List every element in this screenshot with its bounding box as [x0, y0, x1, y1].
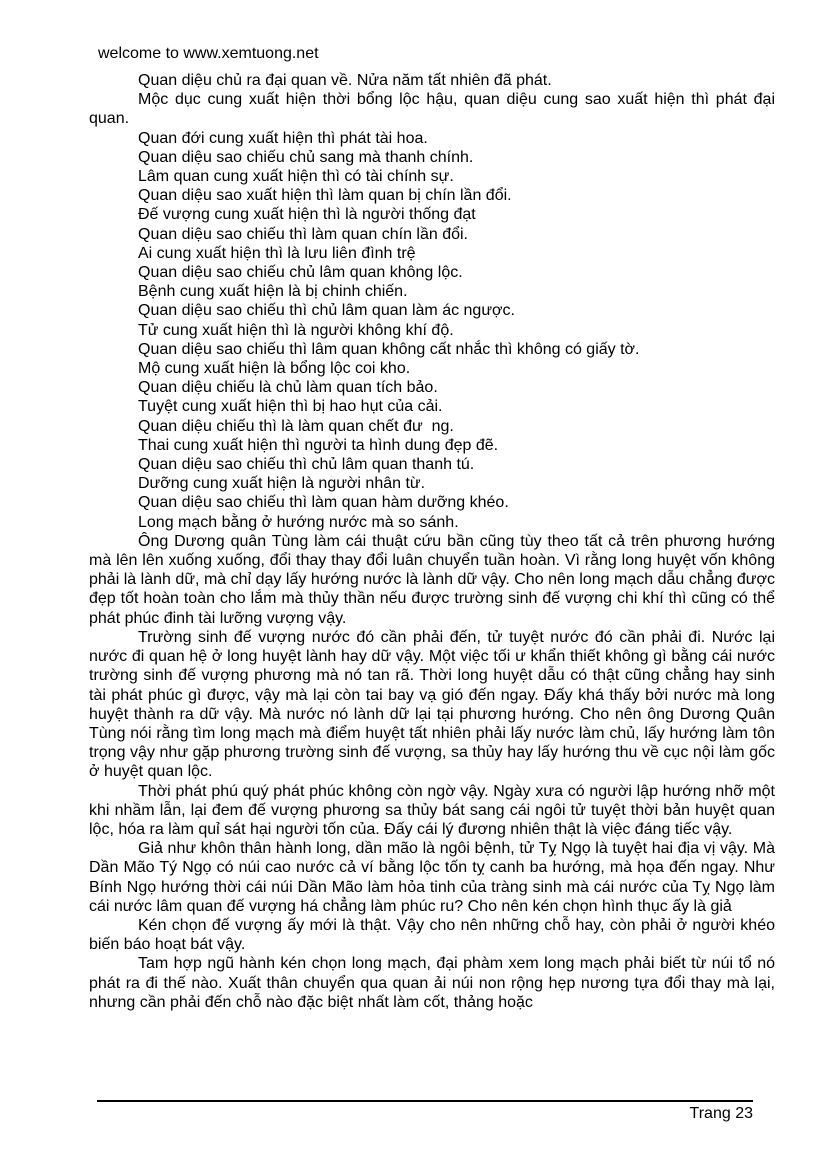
- footer-divider: [97, 1100, 753, 1102]
- site-header-text: welcome to www.xemtuong.net: [98, 45, 319, 62]
- paragraph: Thai cung xuất hiện thì người ta hình dung đẹp đẽ.: [138, 436, 499, 454]
- paragraph: Mộ cung xuất hiện là bổng lộc coi kho.: [138, 360, 411, 378]
- paragraph: Quan diệu sao chiếu thì làm quan chín lần đổi.: [138, 225, 468, 243]
- paragraph: Long mạch bằng ở hướng nước mà so sánh.: [138, 513, 459, 531]
- paragraph: Đế vượng cung xuất hiện thì là người thống đạt: [138, 206, 476, 224]
- paragraph: Quan diệu sao chiếu thì chủ lâm quan thanh tú.: [138, 456, 475, 474]
- paragraph: Kén chọn đế vượng ấy mới là thật. Vậy cho nên những chỗ hay, còn phải ở người khéo biến báo hoạt bát vậy.: [89, 916, 775, 954]
- paragraph: Quan diệu sao chiếu thì làm quan hàm dưỡng khéo.: [138, 494, 509, 512]
- paragraph: Quan diệu sao xuất hiện thì làm quan bị chín lần đổi.: [138, 187, 512, 205]
- paragraph: Dưỡng cung xuất hiện là người nhân từ.: [138, 475, 426, 493]
- paragraph: Bệnh cung xuất hiện là bị chinh chiến.: [138, 283, 408, 301]
- paragraph: Quan diệu sao chiếu chủ lâm quan không lộc.: [138, 264, 463, 282]
- paragraph: Quan diệu chiếu là chủ làm quan tích bảo.: [138, 379, 438, 397]
- paragraph: Quan đới cung xuất hiện thì phát tài hoa.: [138, 129, 428, 147]
- paragraph: Quan diệu sao chiếu thì chủ lâm quan làm ác ngược.: [138, 302, 515, 320]
- paragraph: Trường sinh đế vượng nước đó cần phải đến, tử tuyệt nước đó cần phải đi. Nước lại nước đi quan hệ ở long huyệt lành hay dữ vậy. Một việc tối ư khẩn thiết không gì bằng cái nước trường sinh đế vượng phương mà nó tan rã. Thời long huyệt dẫu có thật cũng chẳng hay sinh tài phát phúc gì được, vậy mà lại còn tai bay vạ gió đến ngay. Đấy khá thấy bởi nước mà long huyệt thành ra dữ vậy. Mà nước nó lành dữ lại tại phương hướng. Cho nên ông Dương Quân Tùng nói rằng tìm long mạch mà điểm huyệt tất nhiên phải lấy nước làm chủ, lấy hướng làm tôn trọng vậy như gặp phương trường sinh đế vượng, sa thủy hay lấy hướng thu về cục nội làm gốc ở huyệt quan lộc.: [89, 628, 775, 781]
- paragraph: Ông Dương quân Tùng làm cái thuật cứu bần cũng tùy theo tất cả trên phương hướng mà lên lên xuống xuống, đổi thay thay đổi luân chuyển tuần hoàn. Vì rằng long huyệt vốn không phải là lành dữ, mà chỉ dạy lấy hướng nước là lành dữ vậy. Cho nên long mạch dẫu chẳng được đẹp tốt hoàn toàn cho lắm mà thủy thần nếu được trường sinh đế vượng chi khí thì cũng có thể phát phúc đinh tài lưỡng vượng vậy.: [89, 532, 775, 627]
- paragraph: Ai cung xuất hiện thì là lưu liên đình trệ: [138, 244, 416, 262]
- paragraph: Giả như khôn thân hành long, dần mão là ngôi bệnh, tử Tỵ Ngọ là tuyệt hai địa vị vậy. Mà Dần Mão Tý Ngọ có núi cao nước cả ví bằng lộc tốn tỵ canh ba hướng, mà họa đến ngay. Như Bính Ngọ hướng thời cái núi Dần Mão làm hỏa tinh của tràng sinh mà cái nước của Tỵ Ngọ làm cái nước lâm quan đế vượng há chẳng làm phúc ru? Cho nên kén chọn hình thục ấy là giả: [89, 840, 775, 915]
- paragraph: Tử cung xuất hiện thì là người không khí độ.: [138, 321, 454, 339]
- paragraph: Quan diệu sao chiếu thì lâm quan không cất nhắc thì không có giấy tờ.: [138, 340, 640, 358]
- paragraph: Quan diệu chiếu thì là làm quan chết đư ng.: [138, 417, 454, 435]
- paragraph: Tam hợp ngũ hành kén chọn long mạch, đại phàm xem long mạch phải biết từ núi tổ nó phát ra đi thế nào. Xuất thân chuyển qua quan ải núi non rộng hẹp nương tựa đổi thay mà lại, nhưng cần phải đến chỗ nào đặc biệt nhất làm cốt, thảng hoặc: [89, 955, 775, 1011]
- paragraph: Tuyệt cung xuất hiện thì bị hao hụt của cải.: [138, 398, 443, 416]
- paragraph: Mộc dục cung xuất hiện thời bổng lộc hậu, quan diệu cung sao xuất hiện thì phát đại quan.: [89, 91, 775, 128]
- paragraph: Quan diệu chủ ra đại quan về. Nửa năm tất nhiên đã phát.: [138, 72, 552, 89]
- paragraph: Thời phát phú quý phát phúc không còn ngờ vậy. Ngày xưa có người lập hướng nhỡ một khi nhầm lẫn, lại đem đế vượng phương sa thủy bát sang cái ngôi tử tuyệt thời bản huyệt quan lộc, hóa ra làm quỉ sát hại người tốn của. Đấy cái lý đương nhiên thật là việc đáng tiếc vậy.: [89, 782, 775, 838]
- paragraph: Quan diệu sao chiếu chủ sang mà thanh chính.: [138, 148, 474, 166]
- document-body: [89, 71, 775, 1012]
- page-number: Trang 23: [689, 1105, 753, 1122]
- paragraph: Lâm quan cung xuất hiện thì có tài chính sự.: [138, 168, 454, 186]
